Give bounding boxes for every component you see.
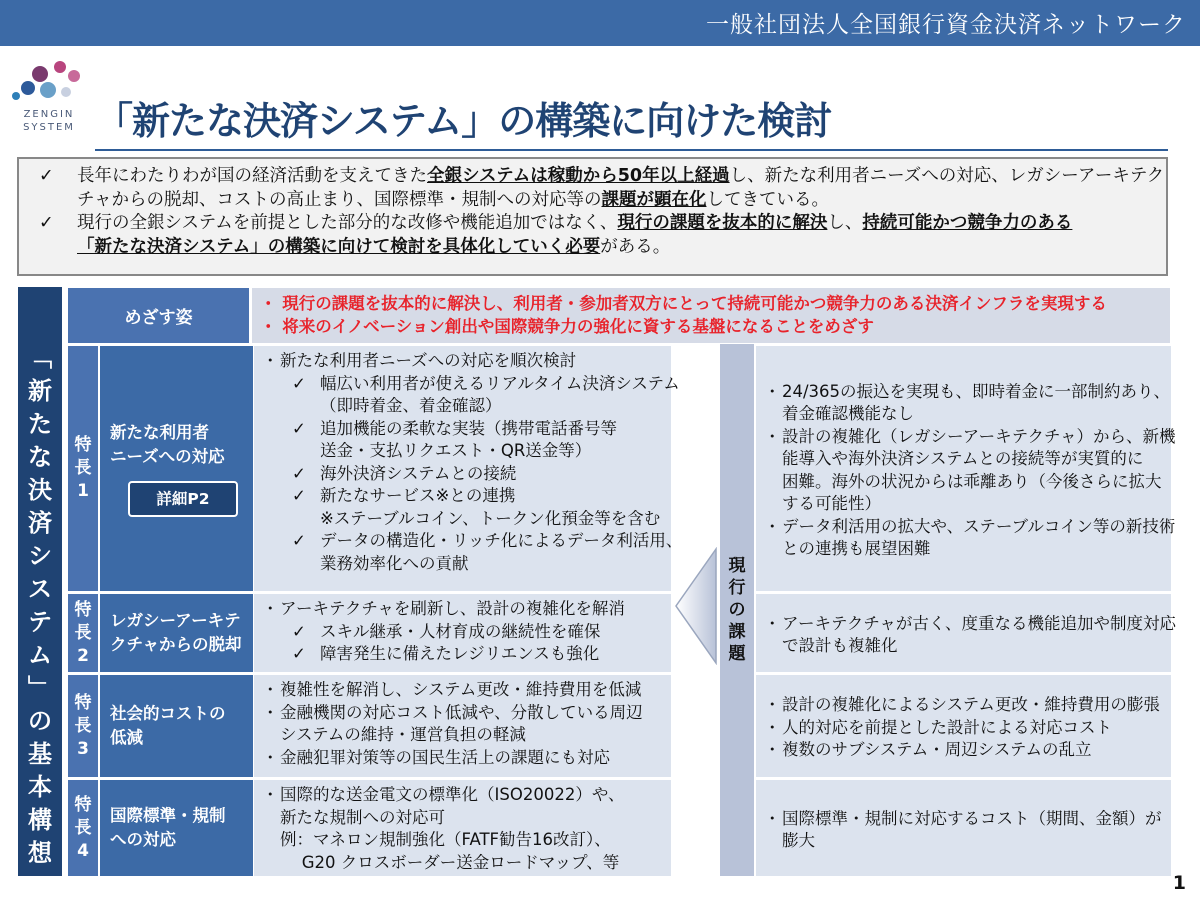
bullet-item <box>764 426 1176 449</box>
feature-label <box>100 780 253 876</box>
bullet-dot: ・ <box>764 613 781 633</box>
check-icon: ✓ <box>292 621 306 641</box>
item-text: 国際的な送金電文の標準化（ISO20022）や、 <box>280 785 625 804</box>
intro-text: 長年にわたりわが国の経済活動を支えてきた <box>77 166 427 186</box>
bullet-dot: ・ <box>262 785 279 804</box>
concept-vertical-label <box>18 287 62 876</box>
vertical-char: な <box>28 443 52 471</box>
check-icon: ✓ <box>39 166 54 186</box>
feature-label-line: 社会的コストの <box>110 704 226 723</box>
goal-line-1: ・ 現行の課題を抜本的に解決し、利用者・参加者双方にとって持続可能かつ競争力のある決済インフラを実現する <box>260 294 1107 313</box>
feature-number <box>68 780 98 876</box>
item-text: 複数のサブシステム・周辺システムの乱立 <box>782 740 1092 760</box>
feature-label-line: 新たな利用者 <box>110 422 209 442</box>
bullet-item <box>262 598 671 621</box>
continuation-text <box>764 471 1171 494</box>
logo-dots-icon <box>8 58 90 108</box>
bullet-item <box>764 516 1176 539</box>
continuation-text <box>764 830 1171 853</box>
item-text: データ利活用の拡大や、ステーブルコイン等の新技術 <box>782 516 1176 536</box>
check-item <box>262 373 680 396</box>
intro-text: し、 <box>827 213 863 233</box>
feature-label-line: 国際標準・規制 <box>110 806 226 825</box>
bullet-item <box>262 702 671 725</box>
check-icon: ✓ <box>292 418 306 438</box>
item-text: 送金・支払リクエスト・QR送金等） <box>320 441 592 460</box>
item-text: 海外決済システムとの接続 <box>320 463 517 483</box>
feature-label-line: クチャからの脱却 <box>110 635 242 654</box>
bullet-dot: ・ <box>262 702 279 722</box>
intro-line <box>31 212 1154 236</box>
feature-number <box>68 594 98 672</box>
intro-box <box>17 157 1168 276</box>
vertical-char: の <box>28 707 52 735</box>
bullet-item <box>764 717 1171 740</box>
item-text: 幅広い利用者が使えるリアルタイム決済システム <box>320 373 680 393</box>
vertical-char: ﹁ <box>28 344 52 372</box>
intro-text: 現行の全銀システムを前提とした部分的な改修や機能追加ではなく、 <box>77 213 618 233</box>
continuation-text <box>764 448 1171 471</box>
page-title: 「新たな決済システム」の構築に向けた検討 <box>95 99 832 143</box>
check-item <box>262 485 671 508</box>
item-text: 能導入や海外決済システムとの接続等が実質的に <box>782 449 1144 468</box>
continuation-text <box>262 829 671 852</box>
vertical-char: ﹂ <box>28 674 52 702</box>
feature-measures <box>254 675 671 777</box>
vertical-char: の <box>728 600 746 620</box>
feature-number-char: 2 <box>77 645 89 666</box>
vertical-char: 本 <box>28 773 52 801</box>
header-bar <box>0 0 1200 46</box>
item-text: アーキテクチャが古く、度重なる機能追加や制度対応 <box>782 613 1177 633</box>
bullet-item <box>764 808 1171 831</box>
check-item <box>262 621 671 644</box>
feature-number-char: 長 <box>74 817 92 838</box>
item-text: との連携も展望困難 <box>782 539 931 558</box>
intro-emphasis: 現行の課題を抜本的に解決 <box>617 213 828 233</box>
detail-button[interactable]: 詳細P2 <box>128 481 238 517</box>
bullet-item <box>764 381 1171 404</box>
vertical-char: ス <box>28 575 52 603</box>
bullet-item <box>262 747 671 770</box>
feature-measures <box>254 594 671 672</box>
feature-number <box>68 346 98 591</box>
vertical-char: 行 <box>728 578 746 598</box>
continuation-text <box>262 724 671 747</box>
bullet-dot: ・ <box>764 695 781 715</box>
item-text: 国際標準・規制に対応するコスト（期間、金額）が <box>782 808 1162 828</box>
vertical-char: 構 <box>28 806 52 834</box>
vertical-char: 済 <box>28 509 52 537</box>
item-text: （即時着金、着金確認） <box>320 396 502 415</box>
zengin-logo <box>8 58 90 138</box>
intro-text: チャからの脱却、コストの高止まり、国際標準・規制への対応等の <box>77 189 602 210</box>
bullet-dot: ・ <box>262 747 279 767</box>
item-text: 追加機能の柔軟な実装（携帯電話番号等 <box>320 418 617 438</box>
vertical-char: 想 <box>28 839 52 867</box>
feature-number-char: 4 <box>77 840 89 861</box>
goal-body <box>252 288 1170 343</box>
item-text: 困難。海外の状況からは乖離あり（今後さらに拡大 <box>782 471 1162 491</box>
bullet-item <box>262 784 671 807</box>
item-text: 設計の複雑化によるシステム更改・維持費用の膨張 <box>782 695 1160 715</box>
intro-text: してきている。 <box>706 189 829 210</box>
check-icon: ✓ <box>292 463 306 483</box>
bullet-dot: ・ <box>764 717 781 737</box>
goal-label: めざす姿 <box>68 288 249 343</box>
vertical-char: た <box>28 410 52 438</box>
continuation-text <box>764 403 1171 426</box>
item-text: 複雑性を解消し、システム更改・維持費用を低減 <box>280 680 642 699</box>
item-text: 業務効率化への貢献 <box>320 553 469 573</box>
check-item <box>262 463 671 486</box>
current-issues-label <box>720 344 754 876</box>
feature-label-line: ニーズへの対応 <box>110 446 225 466</box>
check-icon: ✓ <box>39 213 54 233</box>
feature-label-line: 低減 <box>110 728 143 747</box>
vertical-char: シ <box>28 542 52 570</box>
continuation-text <box>764 538 1171 561</box>
intro-emphasis: 「新たな決済システム」の構築に向けて検討を具体化していく必要 <box>77 236 601 257</box>
item-text: 新たな利用者ニーズへの対応を順次検討 <box>280 351 577 370</box>
check-item <box>262 643 671 666</box>
item-text: スキル継承・人材育成の継続性を確保 <box>320 621 601 641</box>
sub-text <box>262 395 671 418</box>
vertical-char: 基 <box>28 740 52 768</box>
feature-number-char: 3 <box>77 738 89 759</box>
vertical-char: 現 <box>728 556 746 576</box>
vertical-char: テ <box>28 608 52 636</box>
vertical-char: 題 <box>728 644 746 664</box>
intro-emphasis: 課題が顕在化 <box>601 189 707 210</box>
current-issues <box>756 780 1171 876</box>
feature-number-char: 特 <box>74 599 92 620</box>
page-number: 1 <box>1172 872 1186 894</box>
intro-text: し、新たな利用者ニーズへの対応、レガシーアーキテク <box>729 166 1165 186</box>
feature-label <box>100 675 253 777</box>
current-issues <box>756 346 1176 591</box>
item-text: 人的対応を前提とした設計による対応コスト <box>782 717 1112 737</box>
sub-text <box>262 440 671 463</box>
vertical-char: 新 <box>28 377 52 405</box>
sub-text <box>262 553 671 576</box>
vertical-char: 決 <box>28 476 52 504</box>
bullet-dot: ・ <box>262 599 279 618</box>
check-item <box>262 418 671 441</box>
continuation-text <box>262 852 671 875</box>
intro-emphasis: 全銀システムは稼動から50年以上経過 <box>427 166 730 186</box>
feature-label-line: への対応 <box>110 830 176 849</box>
bullet-dot: ・ <box>764 381 781 401</box>
feature-number-char: 長 <box>74 715 92 736</box>
feature-label-line: レガシーアーキテ <box>110 611 241 630</box>
check-icon: ✓ <box>292 644 306 663</box>
item-text: 新たな規制への対応可 <box>280 807 445 827</box>
bullet-dot: ・ <box>764 808 781 828</box>
vertical-char: 課 <box>728 622 746 642</box>
feature-measures <box>254 346 683 591</box>
item-text: 着金確認機能なし <box>782 404 914 423</box>
item-text: で設計も複雑化 <box>782 636 898 655</box>
bullet-item <box>764 613 1177 636</box>
bullet-dot: ・ <box>764 740 781 760</box>
bullet-item <box>764 739 1171 762</box>
item-text: 例：マネロン規制強化（FATF勧告16改訂）、 <box>280 830 611 849</box>
check-icon: ✓ <box>292 486 306 505</box>
bullet-item <box>764 694 1171 717</box>
sub-text <box>262 508 671 531</box>
current-issues-text <box>728 555 746 665</box>
item-text: 設計の複雑化（レガシーアーキテクチャ）から、新機 <box>782 426 1176 446</box>
bullet-dot: ・ <box>764 426 781 446</box>
bullet-dot: ・ <box>262 351 279 370</box>
intro-text: がある。 <box>600 236 671 257</box>
item-text: 金融犯罪対策等の国民生活上の課題にも対応 <box>280 747 610 767</box>
feature-number-char: 1 <box>77 481 89 501</box>
logo-line2: SYSTEM <box>23 122 75 133</box>
item-text: 新たなサービス※との連携 <box>320 486 516 505</box>
item-text: アーキテクチャを刷新し、設計の複雑化を解消 <box>280 599 625 618</box>
current-issues <box>756 594 1177 672</box>
feature-number-char: 特 <box>74 692 92 713</box>
intro-line <box>31 189 1154 213</box>
feature-number-char: 長 <box>74 622 92 643</box>
item-text: 膨大 <box>782 831 815 850</box>
item-text: 金融機関の対応コスト低減や、分散している周辺 <box>280 702 643 722</box>
bullet-dot: ・ <box>764 516 781 536</box>
bullet-dot: ・ <box>262 680 279 699</box>
item-text: する可能性） <box>782 494 881 513</box>
item-text: システムの維持・運営負担の軽減 <box>280 725 526 744</box>
continuation-text <box>764 493 1171 516</box>
check-icon: ✓ <box>292 373 306 393</box>
item-text: データの構造化・リッチ化によるデータ利活用、 <box>320 531 683 550</box>
continuation-text <box>262 807 671 830</box>
current-issues <box>756 675 1171 777</box>
logo-line1: ZENGIN <box>23 109 75 120</box>
item-text: 24/365の振込を実現も、即時着金に一部制約あり、 <box>782 381 1171 401</box>
left-arrow-icon <box>672 547 718 665</box>
goal-line-2: ・ 将来のイノベーション創出や国際競争力の強化に資する基盤になることをめざす <box>260 317 874 336</box>
feature-number <box>68 675 98 777</box>
feature-number-char: 長 <box>74 458 92 478</box>
organization-name: 一般社団法人全国銀行資金決済ネットワーク <box>706 12 1186 38</box>
check-icon: ✓ <box>292 531 306 550</box>
item-text: G20 クロスボーダー送金ロードマップ、等 <box>280 852 620 872</box>
continuation-text <box>764 635 1171 658</box>
item-text: 障害発生に備えたレジリエンスも強化 <box>320 644 600 663</box>
vertical-char: ム <box>28 641 52 669</box>
feature-number-char: 特 <box>74 435 92 455</box>
item-text: ※ステーブルコイン、トークン化預金等を含む <box>320 508 661 528</box>
bullet-item <box>262 350 671 373</box>
feature-measures <box>254 780 671 876</box>
check-item <box>262 530 683 553</box>
bullet-item <box>262 679 671 702</box>
intro-line <box>31 165 1165 189</box>
feature-label <box>100 594 253 672</box>
title-divider <box>95 149 1168 151</box>
feature-label <box>100 346 253 591</box>
intro-emphasis: 持続可能かつ競争力のある <box>862 213 1073 233</box>
intro-line <box>31 236 1154 260</box>
feature-number-char: 特 <box>74 794 92 815</box>
